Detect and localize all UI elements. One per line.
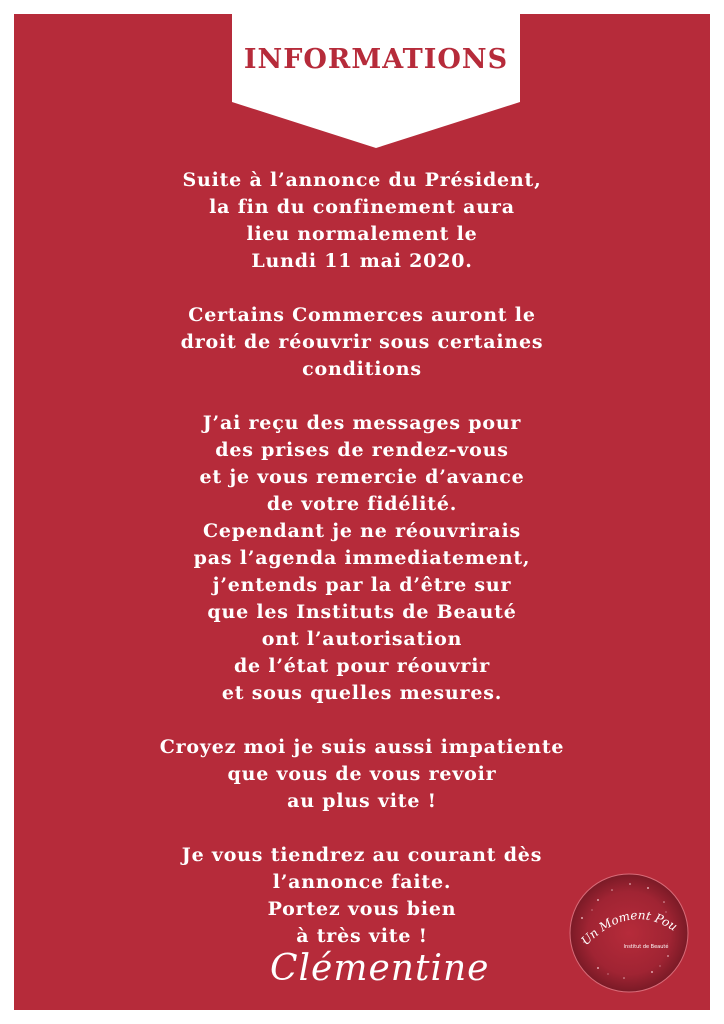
text-line: Je vous tiendrez au courant dès	[181, 844, 543, 866]
text-line: à très vite !	[296, 925, 428, 947]
paragraph	[14, 167, 710, 275]
text-line: conditions	[302, 358, 422, 380]
text-line: ont l’autorisation	[261, 628, 463, 650]
text-line: Certains Commerces auront le	[188, 304, 536, 326]
logo-name: Un Moment Pou	[578, 907, 680, 948]
text-line: et sous quelles mesures.	[221, 682, 503, 704]
message-body	[14, 167, 710, 977]
text-line: Cependant je ne réouvrirais	[203, 520, 521, 542]
text-line: j’entends par la d’être sur	[212, 574, 512, 596]
text-line: de l’état pour réouvrir	[233, 655, 491, 677]
paragraph	[14, 302, 710, 383]
title-banner	[232, 14, 520, 148]
text-line: droit de réouvrir sous certaines	[180, 331, 544, 353]
text-line: de votre fidélité.	[266, 493, 458, 515]
text-line: et je vous remercie d’avance	[199, 466, 525, 488]
text-line: Portez vous bien	[267, 898, 457, 920]
poster	[14, 14, 710, 1010]
brand-logo	[568, 872, 690, 994]
text-line: Croyez moi je suis aussi impatiente	[159, 736, 565, 758]
text-line: la fin du confinement aura	[209, 196, 515, 218]
page-title: INFORMATIONS	[243, 44, 509, 75]
text-line: lieu normalement le	[246, 223, 478, 245]
signature: Clémentine	[270, 948, 490, 989]
logo-tagline: Institut de Beauté	[623, 944, 669, 950]
text-line: Lundi 11 mai 2020.	[251, 250, 473, 272]
text-line: au plus vite !	[287, 790, 437, 812]
banner-shape-icon	[232, 14, 520, 148]
text-line: que vous de vous revoir	[227, 763, 497, 785]
text-line: l’annonce faite.	[272, 871, 452, 893]
text-line: J’ai reçu des messages pour	[202, 412, 522, 434]
paragraph	[14, 734, 710, 815]
text-line: des prises de rendez-vous	[215, 439, 509, 461]
text-line: que les Instituts de Beauté	[207, 601, 517, 623]
text-line: Suite à l’annonce du Président,	[182, 169, 542, 191]
circular-logo-icon	[568, 872, 690, 994]
text-line: pas l’agenda immediatement,	[193, 547, 531, 569]
paragraph	[14, 410, 710, 707]
